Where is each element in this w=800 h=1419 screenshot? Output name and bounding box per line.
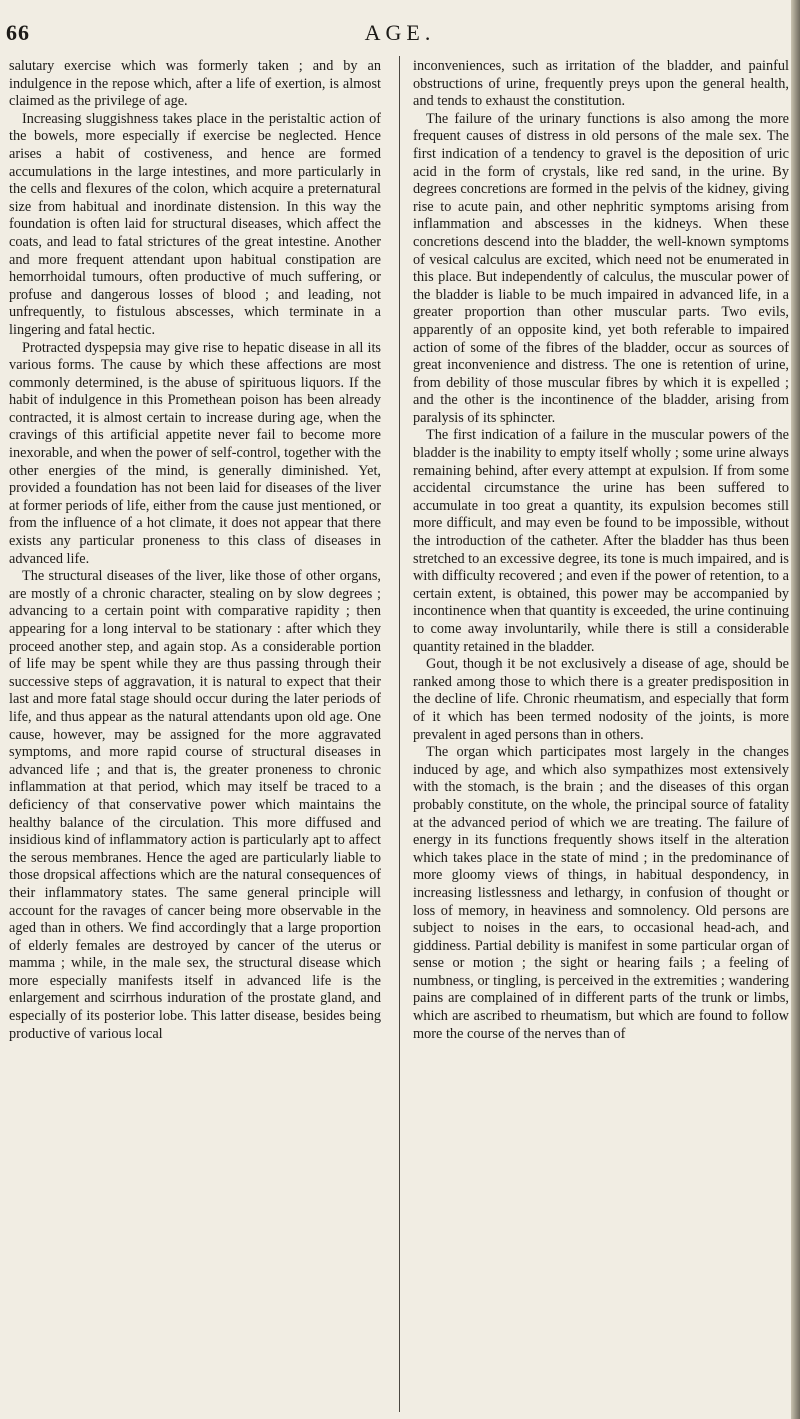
paragraph: salutary exercise which was formerly taken ; and by an indulgence in the repose which, after a life of exertion, is almost claimed as the privilege of age.	[9, 58, 381, 110]
page-edge-shadow	[791, 0, 800, 1419]
paragraph: The failure of the urinary functions is also among the more frequent causes of distress in old persons of the male sex. The first indication of a tendency to gravel is the deposition of uric acid in the form of crystals, like red sand, in the urine. By degrees concretions are formed in the pelvis of the kidney, giving rise to acute pain, and other nephritic symptoms arising from inflammation and abscesses in the kidneys. When these concretions descend into the bladder, the well-known symptoms of vesical calculus are excited, which need not be enumerated in this place. But independently of calculus, the muscular power of the bladder is liable to be much impaired in advanced life, in a greater proportion than other muscular parts. Two evils, apparently of an opposite kind, yet both referable to impaired action of some of the fibres of the bladder, occur as sources of great inconvenience and distress. The one is retention of urine, from debility of those muscular fibres by which it is expelled ; and the other is the incontinence of the bladder, arising from paralysis of its sphincter.	[413, 110, 789, 426]
right-column	[413, 58, 789, 1412]
paragraph: Protracted dyspepsia may give rise to hepatic disease in all its various forms. The cause by which these affections are most commonly determined, is the abuse of spirituous liquors. If the habit of indulgence in this Promethean poison has been already contracted, it is almost certain to increase during age, when the cravings of this artificial appetite never fail to become more inexorable, and when the power of self-control, together with the other energies of the mind, is generally diminished. Yet, provided a foundation has not been laid for diseases of the liver at former periods of life, either from the cause just mentioned, or from the influence of a hot climate, it does not appear that there exists any particular proneness to this class of diseases in advanced life.	[9, 339, 381, 567]
paragraph: The structural diseases of the liver, like those of other organs, are mostly of a chronic character, stealing on by slow degrees ; advancing to a certain point with comparative rapidity ; then appearing for a long interval to be stationary : after which they proceed another step, and again stop. As a considerable portion of life may be spent while they are thus passing through their successive steps of aggravation, it is natural to expect that their last and more fatal stage should occur during the later periods of life, and thus appear as the natural attendants upon old age. One cause, however, may be assigned for the more aggravated symptoms, and more rapid course of structural diseases in advanced life ; and that is, the greater proneness to chronic inflammation at that period, which may itself be traced to a deficiency of that conservative power which maintains the healthy balance of the circulation. This more diffused and insidious kind of inflammatory action is particularly apt to affect the serous membranes. Hence the aged are particularly liable to those dropsical affections which are the natural consequences of their inflammatory states. The same general principle will account for the ravages of cancer being more observable in the aged than in others. We find accordingly that a large proportion of elderly females are destroyed by cancer of the uterus or mamma ; while, in the male sex, the structural disease which more especially manifests itself in advanced life is the enlargement and scirrhous induration of the prostate gland, and especially of its posterior lobe. This latter disease, besides being productive of various local	[9, 568, 381, 1042]
column-divider	[399, 56, 400, 1412]
running-head: AGE.	[364, 20, 436, 45]
page-number: 66	[6, 20, 30, 45]
paragraph: inconveniences, such as irritation of the bladder, and painful obstructions of urine, frequently preys upon the general health, and tends to exhaust the constitution.	[413, 58, 789, 110]
paragraph: Increasing sluggishness takes place in the peristaltic action of the bowels, more especially if exercise be neglected. Hence arises a habit of costiveness, and hence are formed accumulations in the large intestines, and more particularly in the cells and flexures of the colon, which acquire a preternatural size from habitual and inordinate distension. In this way the foundation is often laid for structural diseases, which affect the coats, and lead to fatal strictures of the great intestine. Another and more frequent attendant upon habitual constipation are hemorrhoidal tumours, often productive of much suffering, or profuse and dangerous losses of blood ; and leading, not unfrequently, to fistulous abscesses, which terminate in a lingering and fatal hectic.	[9, 110, 381, 338]
page-header	[0, 20, 800, 50]
left-column	[9, 58, 381, 1412]
paragraph: Gout, though it be not exclusively a disease of age, should be ranked among those to which there is a greater predisposition in the decline of life. Chronic rheumatism, and especially that form of it which has been termed nodosity of the joints, is more prevalent in aged persons than in others.	[413, 656, 789, 743]
paragraph: The organ which participates most largely in the changes induced by age, and which also sympathizes most extensively with the stomach, is the brain ; and the diseases of this organ probably constitute, on the whole, the principal source of fatality at the advanced period of which we are treating. The failure of energy in its functions frequently shows itself in the alteration which takes place in the state of mind ; in the predominance of more gloomy views of things, in habitual despondency, in increasing listlessness and lethargy, in confusion of thought or loss of memory, in heaviness and somnolency. Old persons are subject to noises in the ears, to occasional head-ach, and giddiness. Partial debility is manifest in some particular organ of sense or motion ; the sight or hearing fails ; a feeling of numbness, or tingling, is perceived in the extremities ; wandering pains are complained of in different parts of the trunk or limbs, which are ascribed to rheumatism, but which are found to follow more the course of the nerves than of	[413, 744, 789, 1042]
paragraph: The first indication of a failure in the muscular powers of the bladder is the inability to empty itself wholly ; some urine always remaining behind, after every attempt at expulsion. If from some accidental circumstance the urine has been suffered to accumulate in too great a quantity, its expulsion becomes still more difficult, and may even be found to be impossible, without the introduction of the catheter. After the bladder has thus been stretched to an excessive degree, its tone is much impaired, and is with difficulty recovered ; and even if the power of retention, to a certain extent, is obtained, this power may be accompanied by incontinence when that quantity is exceeded, the urine continuing to come away involuntarily, while there is still a considerable quantity retained in the bladder.	[413, 427, 789, 655]
